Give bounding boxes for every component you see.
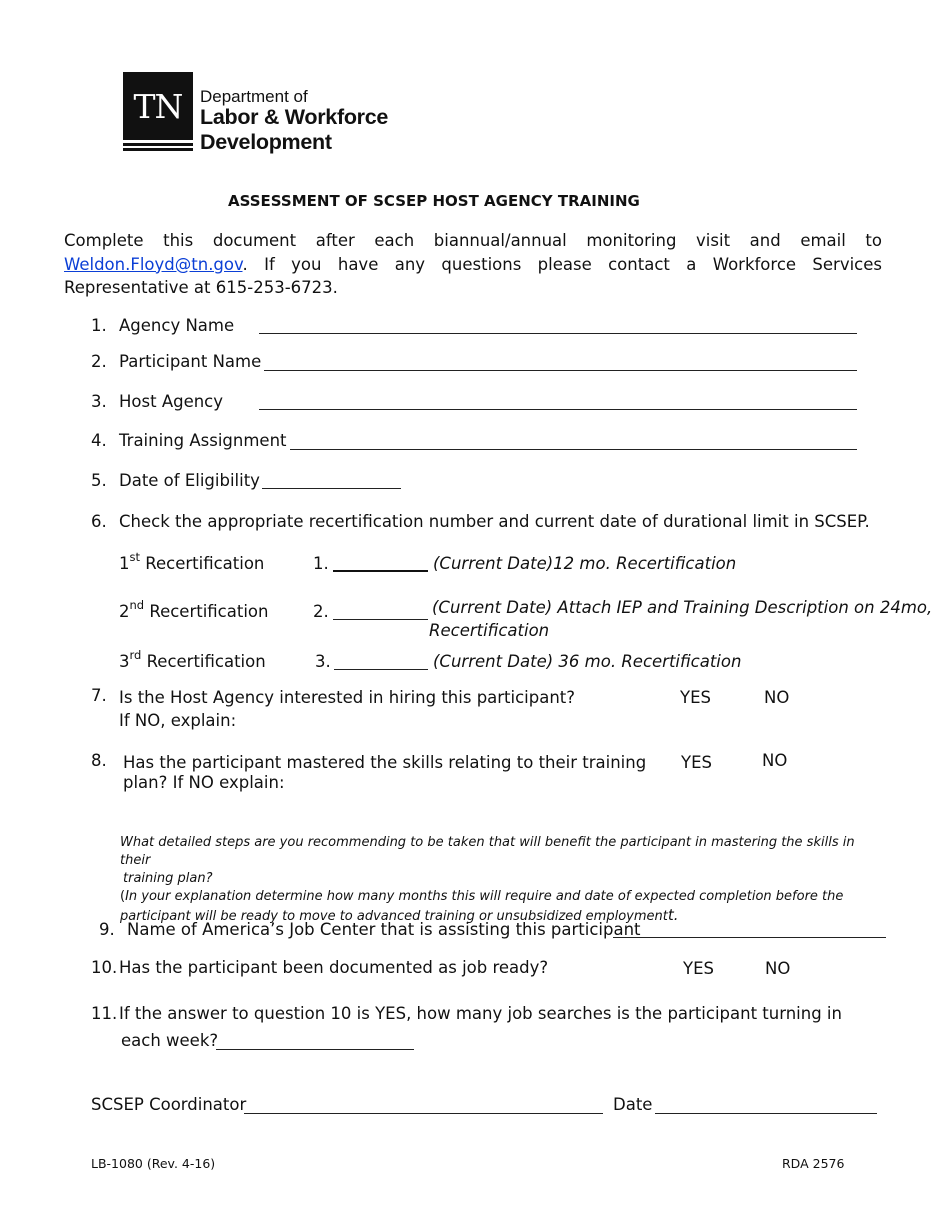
logo-underline xyxy=(123,143,193,146)
recert-3-date-field[interactable] xyxy=(334,669,428,670)
page-title: ASSESSMENT OF SCSEP HOST AGENCY TRAINING xyxy=(228,192,640,210)
date-of-eligibility-field[interactable] xyxy=(262,488,401,489)
agency-name-label: Agency Name xyxy=(119,316,235,335)
recert-ordinal: 1 xyxy=(119,554,130,573)
recert-1-description: (Current Date)12 mo. Recertification xyxy=(433,554,737,573)
coordinator-signature-field[interactable] xyxy=(244,1113,603,1114)
hiring-no-option[interactable]: NO xyxy=(764,688,790,707)
date-of-eligibility-label: Date of Eligibility xyxy=(119,471,260,490)
recert-3-label xyxy=(119,648,266,671)
recert-word: Recertification xyxy=(145,554,265,573)
note-line: training plan? xyxy=(123,871,213,886)
intro-text: Complete this document after each biannual/annual monitoring visit and email to xyxy=(64,231,882,250)
tn-logo-mark: TN xyxy=(123,72,193,140)
recommendation-note xyxy=(120,834,860,926)
item-number: 3. xyxy=(91,392,107,411)
item-number: 4. xyxy=(91,431,107,450)
training-assignment-field[interactable] xyxy=(290,449,857,450)
host-agency-field[interactable] xyxy=(259,409,857,410)
skills-yes-option[interactable]: YES xyxy=(681,753,712,772)
participant-name-label: Participant Name xyxy=(119,352,262,371)
recert-ordinal: 3 xyxy=(119,652,130,671)
item-number: 9. xyxy=(99,920,115,939)
recert-suffix: nd xyxy=(129,598,145,612)
recert-word: Recertification xyxy=(149,602,269,621)
recertification-question: Check the appropriate recertification number and current date of durational limit in SCSEP. xyxy=(119,512,870,531)
recert-suffix: st xyxy=(129,550,141,564)
item-number: 11. xyxy=(91,1004,118,1023)
signature-date-field[interactable] xyxy=(655,1113,877,1114)
skills-no-option[interactable]: NO xyxy=(762,751,788,770)
recert-ordinal: 2 xyxy=(119,602,130,621)
rda-number: RDA 2576 xyxy=(782,1156,845,1171)
intro-paragraph xyxy=(64,229,882,300)
item-number: 2. xyxy=(91,352,107,371)
job-center-label: Name of America’s Job Center that is assisting this participant xyxy=(127,920,641,939)
form-number: LB-1080 (Rev. 4-16) xyxy=(91,1156,216,1171)
job-searches-question: If the answer to question 10 is YES, how many job searches is the participant turning in xyxy=(119,1004,842,1023)
training-assignment-label: Training Assignment xyxy=(119,431,287,450)
intro-text-end: . If you have any questions please contact a Workforce Services Representative at 615-253-6723. xyxy=(64,254,882,297)
participant-name-field[interactable] xyxy=(264,370,857,371)
note-paren: ( xyxy=(120,889,126,904)
item-number: 5. xyxy=(91,471,107,490)
recert-1-number: 1. xyxy=(313,554,329,573)
note-line xyxy=(120,888,860,906)
coordinator-label: SCSEP Coordinator xyxy=(91,1095,247,1114)
note-text-end: t. xyxy=(667,906,679,924)
item-number: 6. xyxy=(91,512,107,531)
recert-1-label xyxy=(119,550,265,573)
job-ready-question: Has the participant been documented as job ready? xyxy=(119,958,549,977)
recert-2-date-field[interactable] xyxy=(333,619,428,620)
job-searches-question-cont: each week? xyxy=(121,1031,219,1050)
logo-line-2: Labor & Workforce xyxy=(200,105,389,129)
logo-line-1: Department of xyxy=(200,87,308,106)
note-line: What detailed steps are you recommending to be taken that will benefit the participant in mastering the skills in their xyxy=(120,835,855,868)
job-center-field[interactable] xyxy=(613,937,886,938)
email-link[interactable]: Weldon.Floyd@tn.gov xyxy=(64,254,243,274)
recert-2-number: 2. xyxy=(313,602,329,621)
recert-suffix: rd xyxy=(129,648,142,662)
job-searches-field[interactable] xyxy=(216,1049,414,1050)
job-ready-no-option[interactable]: NO xyxy=(765,959,791,978)
item-number: 7. xyxy=(91,686,107,705)
recert-1-date-field[interactable] xyxy=(333,570,428,572)
item-number: 8. xyxy=(91,751,107,770)
logo-underline xyxy=(123,148,193,151)
agency-name-field[interactable] xyxy=(259,333,857,334)
logo-line-3: Development xyxy=(200,130,332,154)
recert-3-number: 3. xyxy=(315,652,331,671)
note-text: participant will be ready to move to advanced training or unsubsidized employment xyxy=(120,909,668,924)
recert-2-label xyxy=(119,598,269,621)
hiring-interest-question: Is the Host Agency interested in hiring this participant? xyxy=(119,688,576,707)
note-text: In your explanation determine how many months this will require and date of expected completion before the xyxy=(125,889,844,904)
recert-3-description: (Current Date) 36 mo. Recertification xyxy=(433,652,742,671)
recert-word: Recertification xyxy=(146,652,266,671)
skills-mastered-explain: plan? If NO explain: xyxy=(123,773,285,792)
recert-2-description-cont: Recertification xyxy=(429,621,550,640)
date-label: Date xyxy=(613,1095,653,1114)
host-agency-label: Host Agency xyxy=(119,392,224,411)
hiring-yes-option[interactable]: YES xyxy=(680,688,711,707)
job-ready-yes-option[interactable]: YES xyxy=(683,959,714,978)
item-number: 1. xyxy=(91,316,107,335)
hiring-interest-explain: If NO, explain: xyxy=(119,711,237,730)
skills-mastered-question: Has the participant mastered the skills relating to their training xyxy=(123,753,647,772)
item-number: 10. xyxy=(91,958,118,977)
recert-2-description: (Current Date) Attach IEP and Training Description on 24mo, xyxy=(432,598,933,617)
